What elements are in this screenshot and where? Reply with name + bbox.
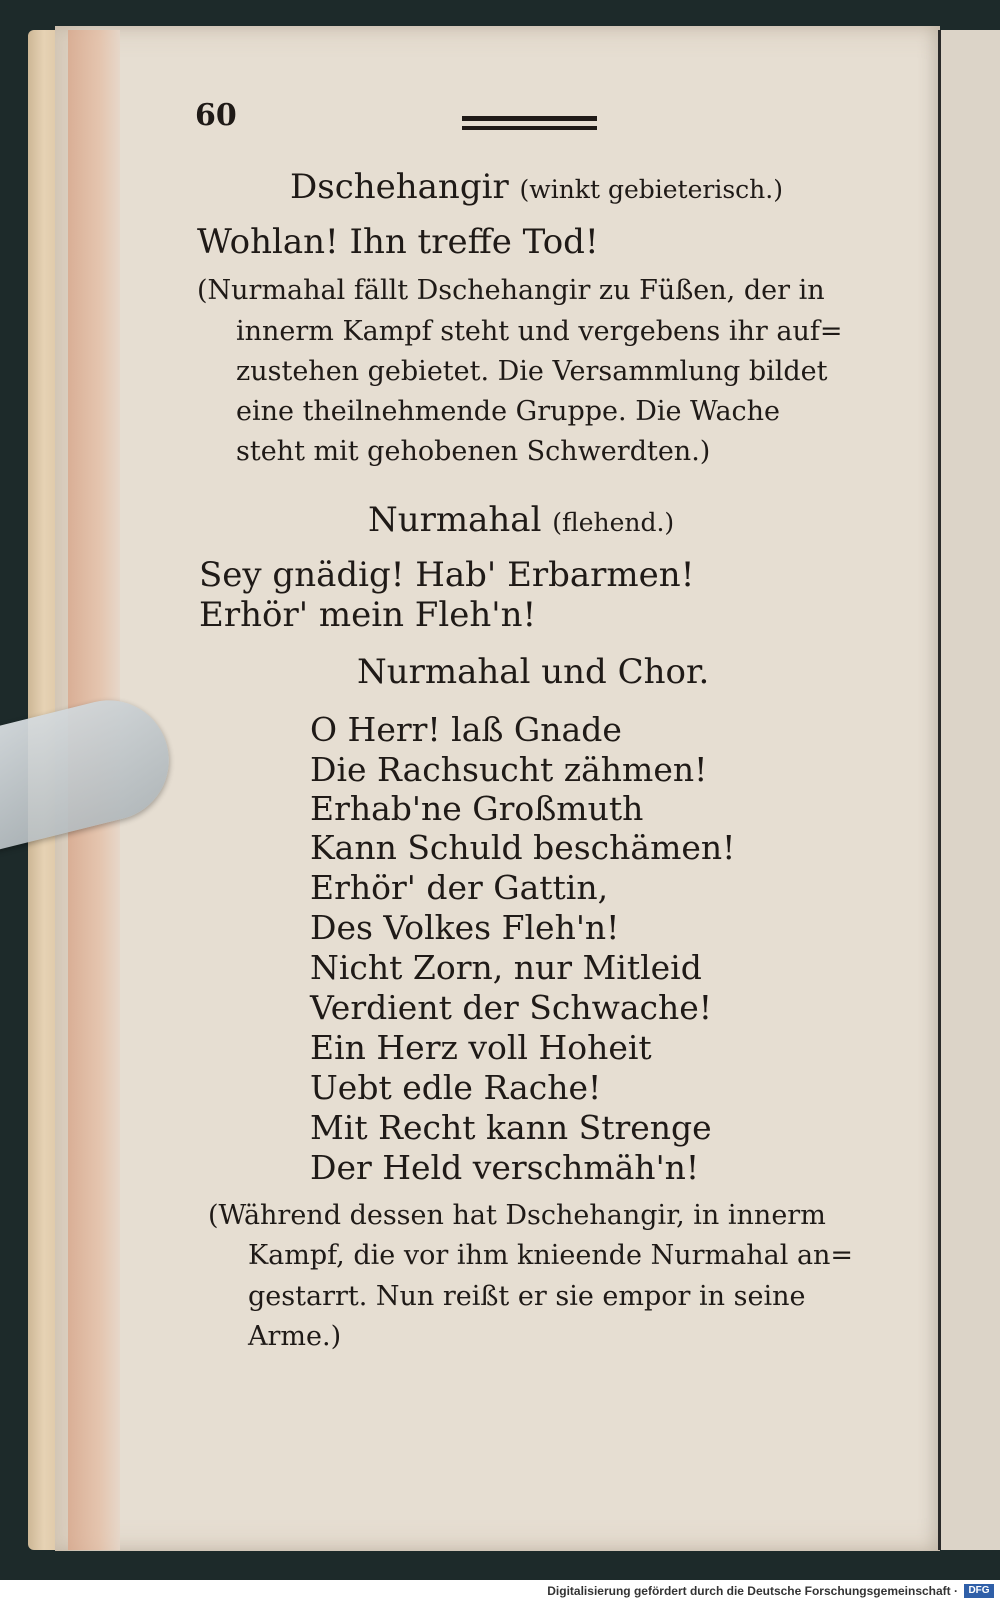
speaker-name: Nurmahal	[368, 500, 542, 540]
header-rule-secondary	[462, 126, 597, 130]
speaker-heading	[368, 500, 674, 540]
verse-line: Der Held verschmäh'n!	[310, 1148, 700, 1187]
stage-direction-line: Arme.)	[248, 1321, 342, 1352]
stage-direction-line: steht mit gehobenen Schwerdten.)	[236, 436, 711, 467]
adjacent-page	[938, 30, 1000, 1550]
verse-line: Mit Recht kann Strenge	[310, 1108, 712, 1147]
header-rule	[462, 116, 597, 121]
dialogue-line: Sey gnädig! Hab' Erbarmen!	[199, 555, 695, 595]
stage-direction-line: (Während dessen hat Dschehangir, in innerm	[208, 1200, 826, 1231]
speaker-name: Dschehangir	[290, 167, 509, 207]
stage-direction-inline: (flehend.)	[552, 508, 675, 537]
verse-line: Verdient der Schwache!	[310, 988, 713, 1027]
stage-direction-line: gestarrt. Nun reißt er sie empor in seine	[248, 1281, 806, 1312]
page-number: 60	[195, 98, 237, 133]
dialogue-line: Erhör' mein Fleh'n!	[199, 595, 537, 635]
stage-direction-line: Kampf, die vor ihm knieende Nurmahal an=	[248, 1240, 854, 1271]
verse-line: Uebt edle Rache!	[310, 1068, 602, 1107]
footer-credit: Digitalisierung gefördert durch die Deutsche Forschungsgemeinschaft ·	[547, 1584, 958, 1598]
dialogue-line: Wohlan! Ihn treffe Tod!	[197, 222, 599, 262]
footer-bar	[0, 1580, 1000, 1603]
verse-line: Erhab'ne Großmuth	[310, 789, 644, 828]
verse-line: Die Rachsucht zähmen!	[310, 750, 708, 789]
verse-line: Nicht Zorn, nur Mitleid	[310, 948, 702, 987]
verse-line: Ein Herz voll Hoheit	[310, 1028, 652, 1067]
verse-line: Kann Schuld beschämen!	[310, 828, 736, 867]
stage-direction-line: innerm Kampf steht und vergebens ihr auf=	[236, 316, 843, 347]
stage-direction-line: eine theilnehmende Gruppe. Die Wache	[236, 396, 781, 427]
verse-line: O Herr! laß Gnade	[310, 710, 622, 749]
speaker-heading	[290, 167, 783, 207]
stage-direction-line: (Nurmahal fällt Dschehangir zu Füßen, der in	[197, 275, 825, 306]
verse-line: Erhör' der Gattin,	[310, 868, 609, 907]
dfg-logo: DFG	[964, 1584, 994, 1598]
verse-line: Des Volkes Fleh'n!	[310, 908, 620, 947]
speaker-heading: Nurmahal und Chor.	[357, 652, 710, 692]
stage-direction-inline: (winkt gebieterisch.)	[519, 175, 783, 204]
stage-direction-line: zustehen gebietet. Die Versammlung bildet	[236, 356, 828, 387]
